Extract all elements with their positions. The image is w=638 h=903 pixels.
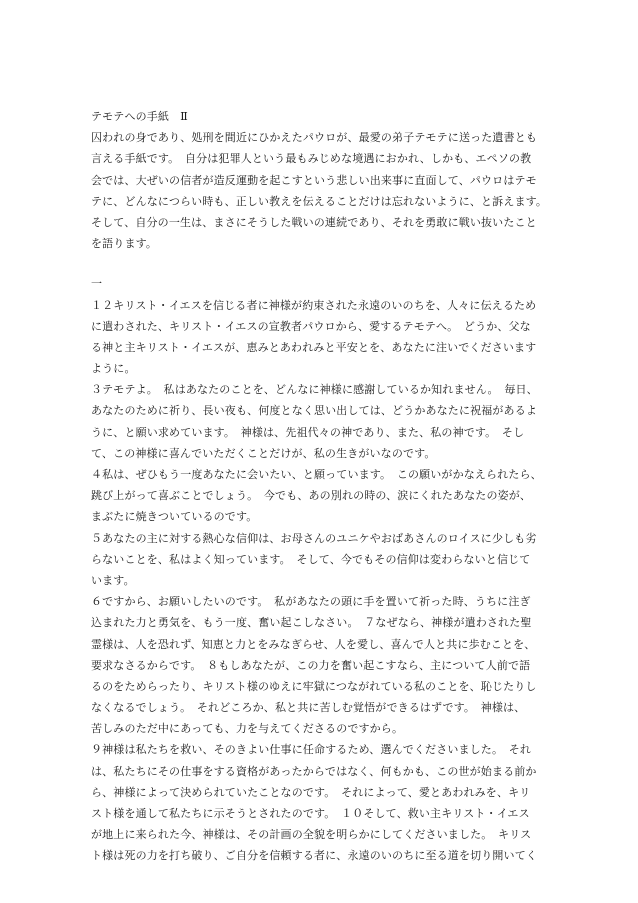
intro-line: テに、どんなにつらい時も、正しい教えを伝えることだけは忘れないように、と訴えます。 (91, 194, 548, 208)
paragraph-gap (91, 254, 549, 273)
intro-line: そして、自分の一生は、まさにそうした戦いの連続であり、それを勇敢に戦い抜いたこと (91, 215, 537, 229)
verse-line: スト様を通して私たちに示そうとされたのです。 １０そして、救い主キリスト・イエス (91, 807, 530, 820)
verse-line: は、私たちにその仕事をする資格があったからではなく、何もかも、この世が始まる前か (91, 764, 537, 778)
verse-line: ９神様は私たちを救い、そのきよい仕事に任命するため、選んでくださいました。 それ (91, 743, 532, 757)
verse-line: あなたのために祈り、長い夜も、何度となく思い出しては、どうかあなたに祝福があるよ (91, 404, 537, 418)
verse-line: る神と主キリスト・イエスが、恵みとあわれみと平安とを、あなたに注いでくださいます (91, 340, 537, 354)
intro-paragraph (91, 127, 549, 254)
verse-line: 苦しみのただ中にあっても、力を与えてくださるのですから。 (91, 722, 404, 736)
verse-line: 霊様は、人を恐れず、知恵と力とをみなぎらせ、人を愛し、喜んで人と共に歩むことを、 (91, 637, 536, 651)
verse-line: が地上に来られた今、神様は、その計画の全貌を明らかにしてくださいました。 キリス (91, 828, 532, 842)
verse-line: ３テモテよ。 私はあなたのことを、どんなに神様に感謝しているか知れません。 毎日、 (91, 383, 538, 397)
intro-line: 囚われの身であり、処刑を間近にひかえたパウロが、最愛の弟子テモテに送った遺書とも (91, 131, 537, 145)
verse-line: ト様は死の力を打ち破り、ご自分を信頼する者に、永遠のいのちに至る道を切り開いてく (91, 849, 537, 863)
verse-line: て、この神様に喜んでいただくことだけが、私の生きがいなのです。 (91, 446, 436, 460)
verse-line: うに、と願い求めています。 神様は、先祖代々の神であり、また、私の神です。 そし (91, 425, 525, 439)
document-title: テモテへの手紙 Ⅱ (91, 110, 188, 123)
document-body (91, 106, 549, 867)
chapter-marker: 一 (91, 277, 103, 291)
verse-line: ら、神様によって決められていたことなのです。 それによって、愛とあわれみを、キリ (91, 785, 531, 799)
verse-line: 込まれた力と勇気を、もう一度、奮い起こしなさい。 ７なぜなら、神様が遣わされた聖 (91, 616, 532, 630)
verse-line: 跳び上がって喜ぶことでしょう。 今でも、あの別れの時の、涙にくれたあなたの姿が、 (91, 489, 532, 503)
verse-text (91, 295, 549, 867)
verse-line: ５あなたの主に対する熱心な信仰は、お母さんのユニケやおばあさんのロイスに少しも劣 (91, 531, 537, 545)
verse-line: なくなるでしょう。 それどころか、私と共に苦しむ覚悟ができるはずです。 神様は、 (91, 701, 526, 715)
verse-line: らないことを、私はよく知っています。 そして、今でもその信仰は変わらないと信じて (91, 552, 531, 566)
verse-line: まぶたに焼きついているのです。 (91, 510, 258, 524)
verse-line: 要求なさるからです。 ８もしあなたが、この力を奮い起こすなら、主について人前で語 (91, 658, 531, 672)
intro-line: を語ります。 (91, 237, 158, 251)
verse-line: るのをためらったり、キリスト様のゆえに牢獄につながれている私のことを、恥じたりし (91, 679, 537, 693)
verse-line: います。 (91, 573, 135, 587)
intro-line: 言える手紙です。 自分は犯罪人という最もみじめな境遇におかれ、しかも、エペソの教 (91, 152, 532, 166)
verse-line: ６ですから、お願いしたいのです。 私があなたの頭に手を置いて祈った時、うちに注ぎ (91, 595, 531, 609)
verse-line: ４私は、ぜひもう一度あなたに会いたい、と願っています。 この願いがかなえられたら、 (91, 468, 542, 481)
verse-line: １２キリスト・イエスを信じる者に神様が約束された永遠のいのちを、人々に伝えるため (91, 298, 537, 312)
verse-line: ように。 (91, 362, 136, 376)
intro-line: 会では、大ぜいの信者が造反運動を起こすという悲しい出来事に直面して、パウロはテモ (91, 173, 537, 187)
verse-line: に遣わされた、キリスト・イエスの宣教者パウロから、愛するテモテへ。 どうか、父な (91, 319, 531, 333)
